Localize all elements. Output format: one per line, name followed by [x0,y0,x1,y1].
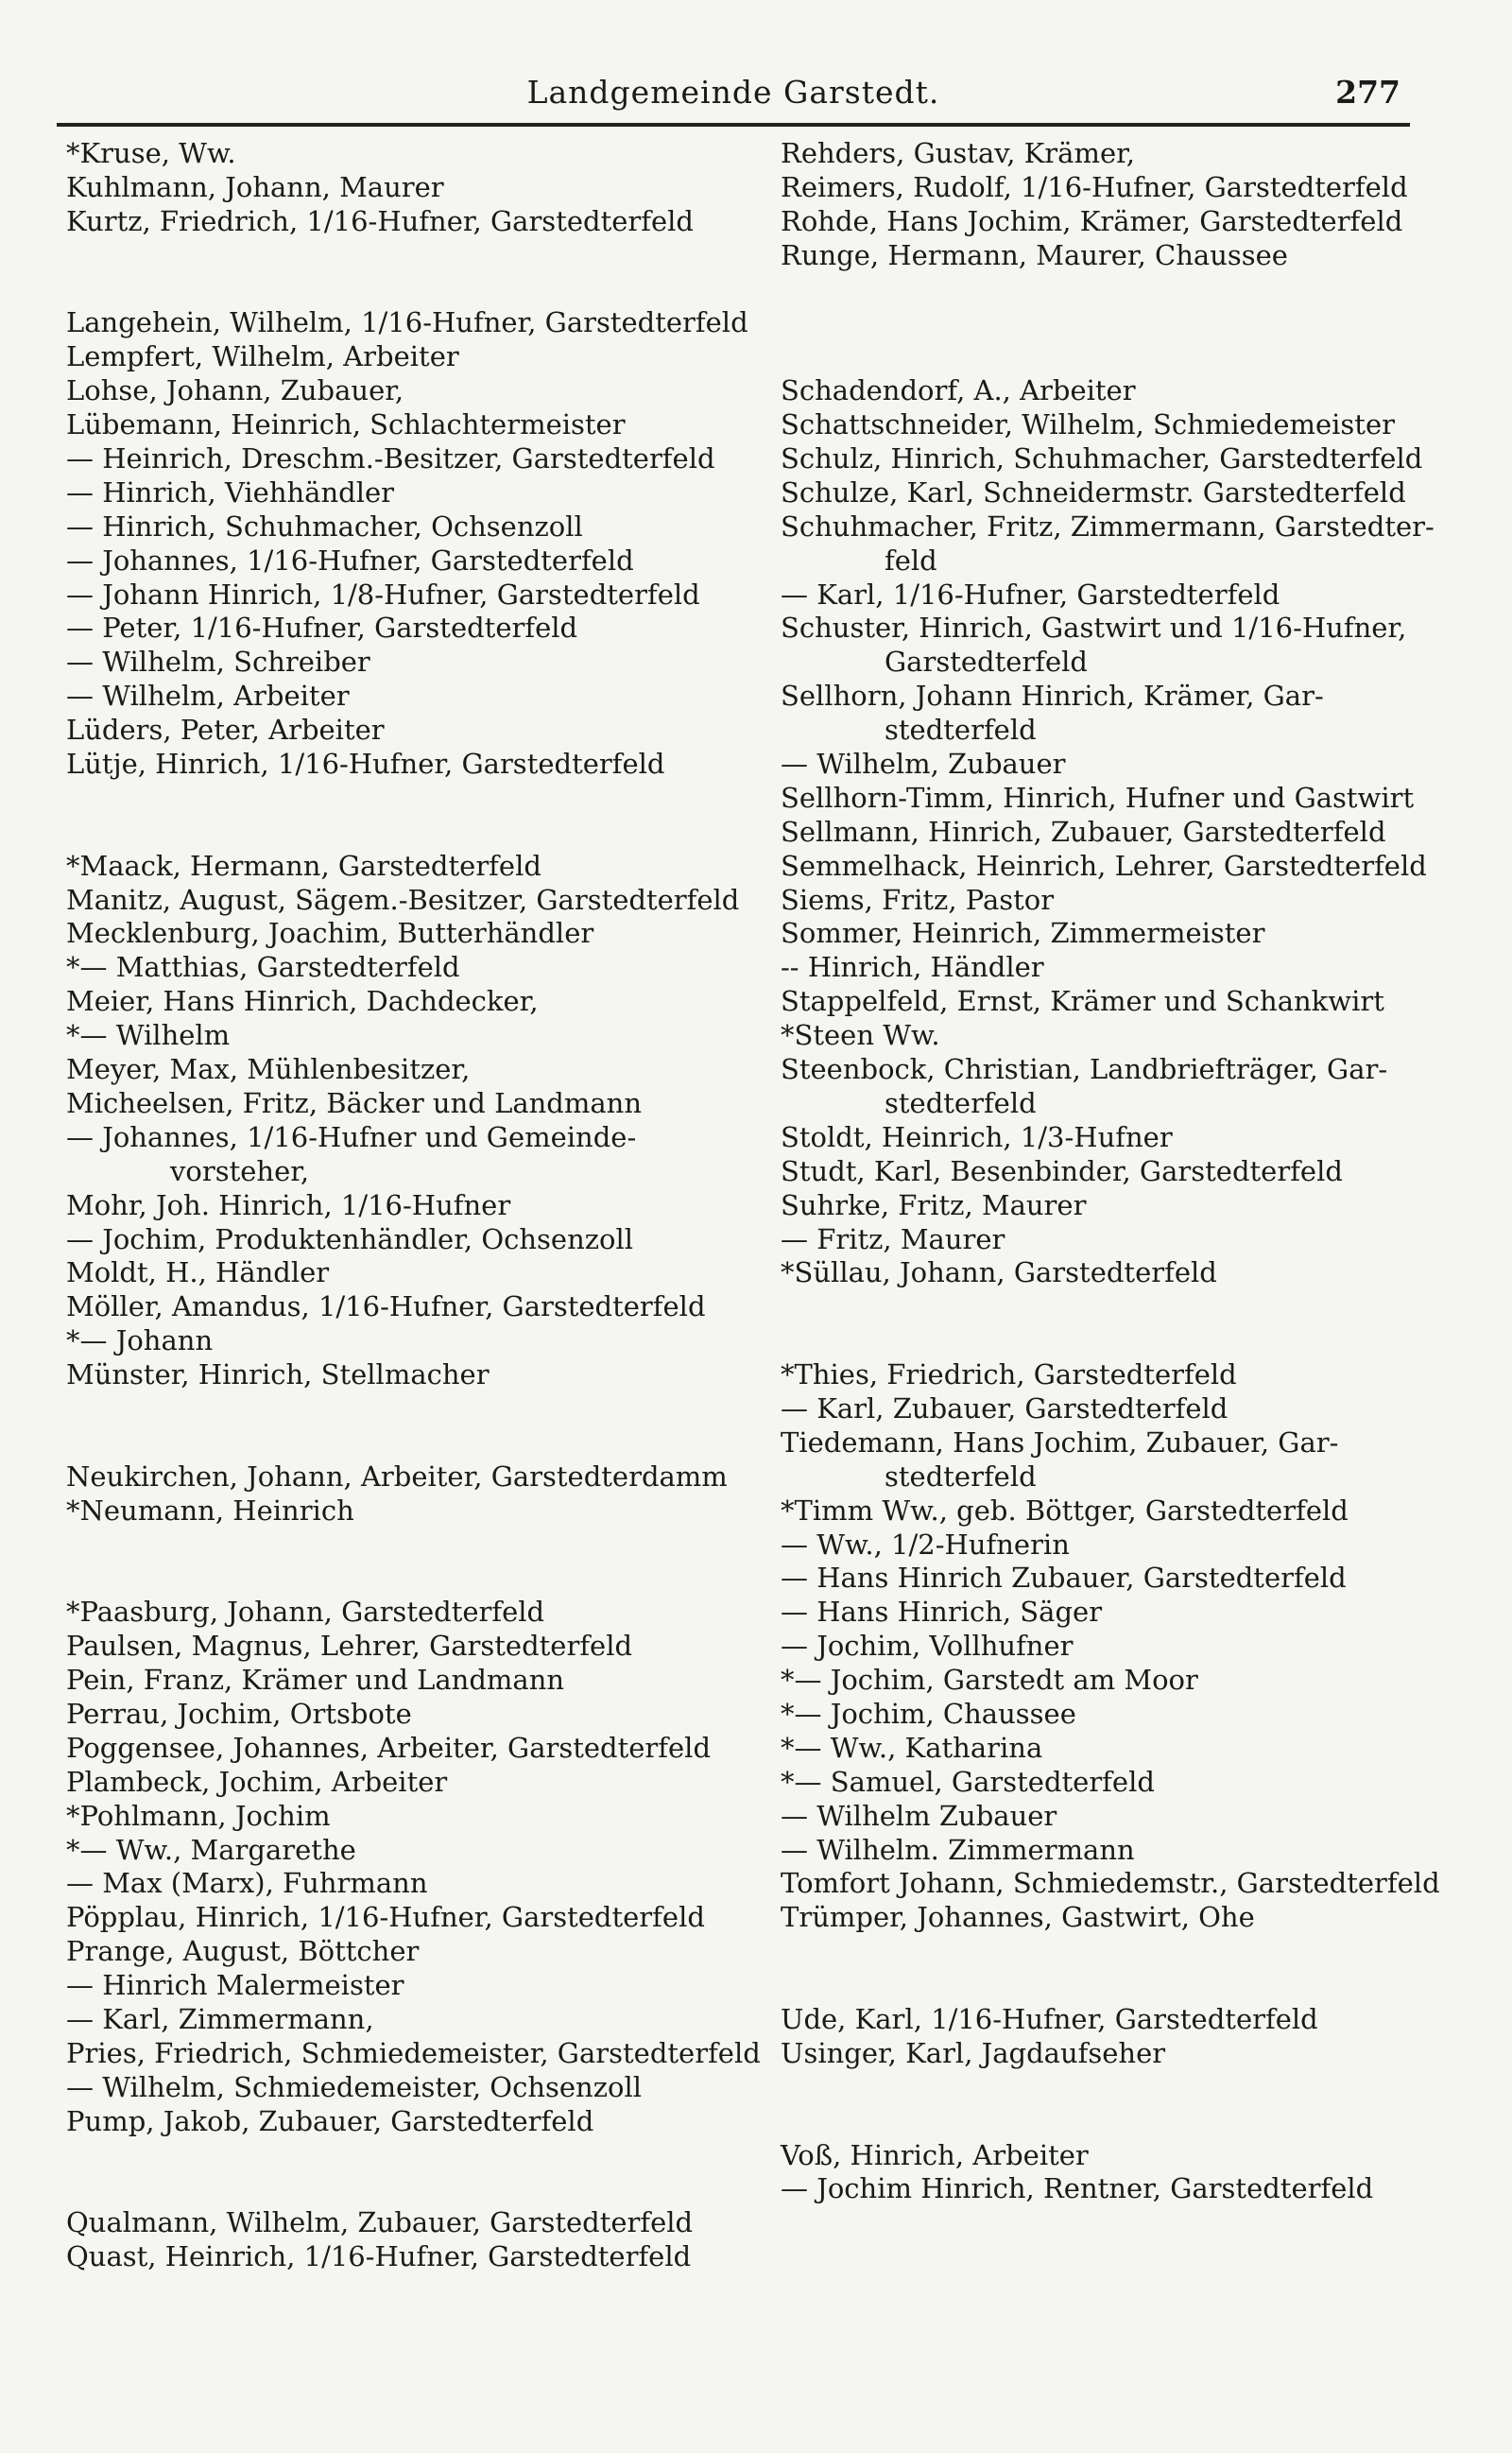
directory-entry: Lüders, Peter, Arbeiter [66,714,385,747]
directory-entry: — Ww., 1/2-Hufnerin [781,1528,1070,1561]
blank-line [781,340,1442,374]
directory-entry: Schuster, Hinrich, Gastwirt und 1/16-Hufner, [781,612,1407,645]
directory-entry: *Süllau, Johann, Garstedterfeld [781,1256,1217,1289]
directory-entry: stedterfeld [885,714,1037,747]
directory-entry: Meier, Hans Hinrich, Dachdecker, [66,985,539,1018]
directory-entry: Stoldt, Heinrich, 1/3-Hufner [781,1120,1173,1153]
directory-entry: Schattschneider, Wilhelm, Schmiedemeister [781,408,1395,441]
directory-entry: Poggensee, Johannes, Arbeiter, Garstedterfeld [66,1731,712,1764]
directory-entry: Pein, Franz, Krämer und Landmann [66,1664,565,1697]
directory-entry: Meyer, Max, Mühlenbesitzer, [66,1053,471,1086]
blank-line [66,1529,728,1563]
directory-entry: — Jochim, Vollhufner [781,1630,1074,1663]
directory-entry: Lübemann, Heinrich, Schlachtermeister [66,408,626,441]
directory-entry: Lempfert, Wilhelm, Arbeiter [66,340,459,373]
directory-entry: -- Hinrich, Händler [781,951,1044,984]
directory-entry: Plambeck, Jochim, Arbeiter [66,1765,448,1798]
directory-entry: Quast, Heinrich, 1/16-Hufner, Garstedterfeld [66,2240,692,2273]
left-column [66,137,761,2274]
directory-entry: Mecklenburg, Joachim, Butterhändler [66,917,594,950]
directory-entry: *Thies, Friedrich, Garstedterfeld [781,1358,1237,1391]
directory-entry: — Hinrich, Schuhmacher, Ochsenzoll [66,510,583,543]
directory-entry: Stappelfeld, Ernst, Krämer und Schankwirt [781,985,1384,1018]
directory-entry: — Wilhelm, Schreiber [66,646,370,679]
blank-line [66,816,728,850]
directory-entry: Reimers, Rudolf, 1/16-Hufner, Garstedterfeld [781,170,1408,203]
directory-entry: Trümper, Johannes, Gastwirt, Ohe [781,1901,1255,1934]
directory-entry: — Jochim Hinrich, Rentner, Garstedterfeld [781,2172,1374,2205]
directory-entry: Ude, Karl, 1/16-Hufner, Garstedterfeld [781,2002,1318,2035]
directory-entry: Rehders, Gustav, Krämer, [781,137,1136,169]
directory-entry: Garstedterfeld [885,646,1088,679]
directory-entry: — Karl, Zimmermann, [66,2002,374,2035]
directory-entry: *Pohlmann, Jochim [66,1799,331,1832]
directory-entry: — Johann Hinrich, 1/8-Hufner, Garstedterfeld [66,578,700,611]
directory-entry: Suhrke, Fritz, Maurer [781,1188,1087,1221]
directory-entry: Mohr, Joh. Hinrich, 1/16-Hufner [66,1188,511,1221]
directory-entry: Sellhorn, Johann Hinrich, Krämer, Gar- [781,680,1324,713]
directory-entry: Langehein, Wilhelm, 1/16-Hufner, Garstedterfeld [66,306,748,339]
page-number: 277 [1335,74,1400,111]
right-column [781,137,1442,2206]
blank-line [66,2139,728,2173]
directory-entry: — Wilhelm, Arbeiter [66,680,350,713]
directory-entry: Runge, Hermann, Maurer, Chaussee [781,238,1288,271]
directory-entry: Tiedemann, Hans Jochim, Zubauer, Gar- [781,1425,1339,1459]
page-title: Landgemeinde Garstedt. [526,74,940,111]
directory-entry: *Steen Ww. [781,1019,940,1052]
directory-entry: — Wilhelm, Zubauer [781,748,1066,781]
directory-entry: — Wilhelm Zubauer [781,1799,1057,1832]
directory-entry: — Jochim, Produktenhändler, Ochsenzoll [66,1222,634,1255]
directory-entry: Pöpplau, Hinrich, 1/16-Hufner, Garstedterfeld [66,1901,705,1934]
directory-entry: vorsteher, [170,1154,310,1187]
directory-entry: *— Matthias, Garstedterfeld [66,951,460,984]
directory-entry: Kurtz, Friedrich, 1/16-Hufner, Garstedterfeld [66,204,694,237]
blank-line [781,1935,1442,1969]
directory-entry: — Hans Hinrich, Säger [781,1596,1103,1629]
directory-entry: — Fritz, Maurer [781,1222,1005,1255]
directory-entry: — Max (Marx), Fuhrmann [66,1867,428,1900]
blank-line [66,2172,728,2206]
directory-entry: Sommer, Heinrich, Zimmermeister [781,917,1265,950]
directory-entry: *Neumann, Heinrich [66,1494,354,1527]
directory-entry: *Timm Ww., geb. Böttger, Garstedterfeld [781,1494,1349,1527]
directory-entry: — Hans Hinrich Zubauer, Garstedterfeld [781,1562,1347,1595]
directory-entry: Schulze, Karl, Schneidermstr. Garstedterfeld [781,475,1406,509]
blank-line [66,1426,728,1460]
directory-entry: Sellmann, Hinrich, Zubauer, Garstedterfeld [781,815,1386,848]
directory-entry: *— Wilhelm [66,1019,231,1052]
blank-line [781,2071,1442,2105]
directory-entry: *— Johann [66,1324,214,1357]
directory-entry: *Kruse, Ww. [66,137,236,169]
directory-entry: — Johannes, 1/16-Hufner und Gemeinde- [66,1120,637,1153]
directory-entry: Voß, Hinrich, Arbeiter [781,2138,1089,2171]
directory-entry: Neukirchen, Johann, Arbeiter, Garstedterdamm [66,1460,728,1493]
directory-entry: stedterfeld [885,1460,1037,1493]
directory-entry: Pries, Friedrich, Schmiedemeister, Garstedterfeld [66,2036,761,2069]
blank-line [66,782,728,816]
blank-line [781,2105,1442,2139]
directory-entry: Lütje, Hinrich, 1/16-Hufner, Garstedterfeld [66,748,665,781]
directory-entry: stedterfeld [885,1086,1037,1119]
blank-line [781,1969,1442,2003]
directory-entry: Schadendorf, A., Arbeiter [781,374,1136,407]
blank-line [781,273,1442,307]
directory-entry: Rohde, Hans Jochim, Krämer, Garstedterfeld [781,204,1403,237]
directory-entry: — Heinrich, Dreschm.-Besitzer, Garstedterfeld [66,442,715,475]
directory-entry: Münster, Hinrich, Stellmacher [66,1358,490,1391]
directory-entry: *— Jochim, Garstedt am Moor [781,1664,1198,1697]
directory-entry: Perrau, Jochim, Ortsbote [66,1697,412,1730]
directory-entry: — Wilhelm, Schmiedemeister, Ochsenzoll [66,2070,643,2103]
blank-line [66,1562,728,1596]
directory-entry: — Wilhelm. Zimmermann [781,1833,1135,1866]
directory-entry: *— Samuel, Garstedterfeld [781,1765,1155,1798]
directory-entry: Steenbock, Christian, Landbriefträger, Gar- [781,1053,1388,1086]
blank-line [66,273,728,307]
directory-entry: Kuhlmann, Johann, Maurer [66,170,444,203]
directory-entry: Möller, Amandus, 1/16-Hufner, Garstedterfeld [66,1290,706,1323]
directory-entry: Tomfort Johann, Schmiedemstr., Garstedterfeld [781,1867,1440,1900]
directory-entry: *Maack, Hermann, Garstedterfeld [66,849,541,882]
page-header [57,68,1410,127]
directory-entry: Moldt, H., Händler [66,1256,330,1289]
directory-entry: Pump, Jakob, Zubauer, Garstedterfeld [66,2104,594,2137]
directory-entry: Siems, Fritz, Pastor [781,883,1055,916]
directory-entry: — Karl, 1/16-Hufner, Garstedterfeld [781,578,1280,611]
directory-entry: — Karl, Zubauer, Garstedterfeld [781,1391,1228,1425]
directory-entry: — Hinrich Malermeister [66,1969,404,2002]
directory-entry: — Hinrich, Viehhändler [66,475,395,509]
blank-line [66,1392,728,1426]
blank-line [781,1290,1442,1324]
directory-entry: Prange, August, Böttcher [66,1935,420,1968]
blank-line [66,239,728,273]
directory-entry: *Paasburg, Johann, Garstedterfeld [66,1596,545,1629]
directory-entry: — Johannes, 1/16-Hufner, Garstedterfeld [66,544,634,577]
directory-entry: Manitz, August, Sägem.-Besitzer, Garstedterfeld [66,883,740,916]
directory-entry: Lohse, Johann, Zubauer, [66,374,404,407]
directory-entry: feld [885,544,937,577]
directory-entry: Schuhmacher, Fritz, Zimmermann, Garstedter- [781,510,1435,543]
directory-entry: Semmelhack, Heinrich, Lehrer, Garstedterfeld [781,849,1427,882]
directory-entry: *— Jochim, Chaussee [781,1697,1076,1730]
directory-entry: *— Ww., Katharina [781,1731,1043,1764]
directory-entry: Micheelsen, Fritz, Bäcker und Landmann [66,1086,642,1119]
directory-entry: Qualmann, Wilhelm, Zubauer, Garstedterfeld [66,2206,694,2239]
directory-entry: Usinger, Karl, Jagdaufseher [781,2036,1166,2069]
directory-entry: Paulsen, Magnus, Lehrer, Garstedterfeld [66,1630,633,1663]
directory-entry: Studt, Karl, Besenbinder, Garstedterfeld [781,1154,1343,1187]
directory-entry: *— Ww., Margarethe [66,1833,356,1866]
directory-entry: — Peter, 1/16-Hufner, Garstedterfeld [66,612,578,645]
blank-line [781,306,1442,340]
directory-entry: Schulz, Hinrich, Schuhmacher, Garstedterfeld [781,442,1423,475]
blank-line [781,1324,1442,1358]
directory-entry: Sellhorn-Timm, Hinrich, Hufner und Gastwirt [781,781,1415,814]
